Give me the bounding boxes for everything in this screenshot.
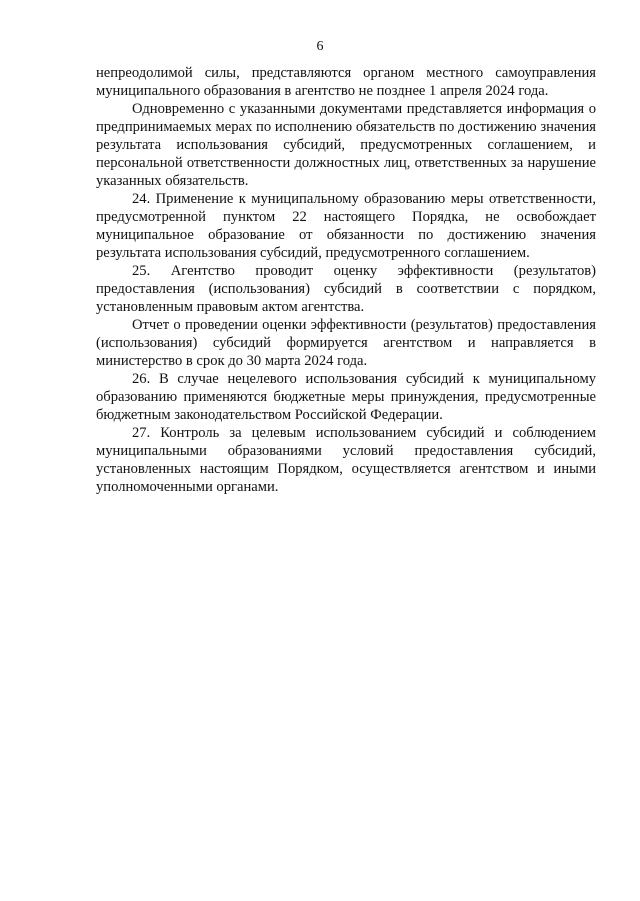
paragraph-item-26: 26. В случае нецелевого использования субсидий к муниципальному образованию применяются бюджетные меры принуждения, предусмотренные бюджетным законодательством Российской Федерации.	[96, 371, 596, 423]
document-body	[96, 64, 596, 496]
paragraph-item-24: 24. Применение к муниципальному образованию меры ответственности, предусмотренной пунктом 22 настоящего Порядка, не освобождает муниципальное образование от обязанности по достижению значения результата использования субсидий, предусмотренного соглашением.	[96, 191, 596, 261]
paragraph-item-27: 27. Контроль за целевым использованием субсидий и соблюдением муниципальными образованиями условий предоставления субсидий, установленных настоящим Порядком, осуществляется агентством и иными уполномоченными органами.	[96, 425, 596, 495]
paragraph-item-25: 25. Агентство проводит оценку эффективности (результатов) предоставления (использования) субсидий в соответствии с порядком, установленным правовым актом агентства.	[96, 263, 596, 315]
paragraph-report: Отчет о проведении оценки эффективности (результатов) предоставления (использования) субсидий формируется агентством и направляется в министерство в срок до 30 марта 2024 года.	[96, 317, 596, 369]
paragraph-information: Одновременно с указанными документами представляется информация о предпринимаемых мерах по исполнению обязательств по достижению значения результата использования субсидий, предусмотренных соглашением, и персональной ответственности должностных лиц, ответственных за нарушение указанных обязательств.	[96, 101, 596, 189]
paragraph-continuation: непреодолимой силы, представляются органом местного самоуправления муниципального образования в агентство не позднее 1 апреля 2024 года.	[96, 65, 596, 99]
page-number: 6	[316, 39, 324, 54]
